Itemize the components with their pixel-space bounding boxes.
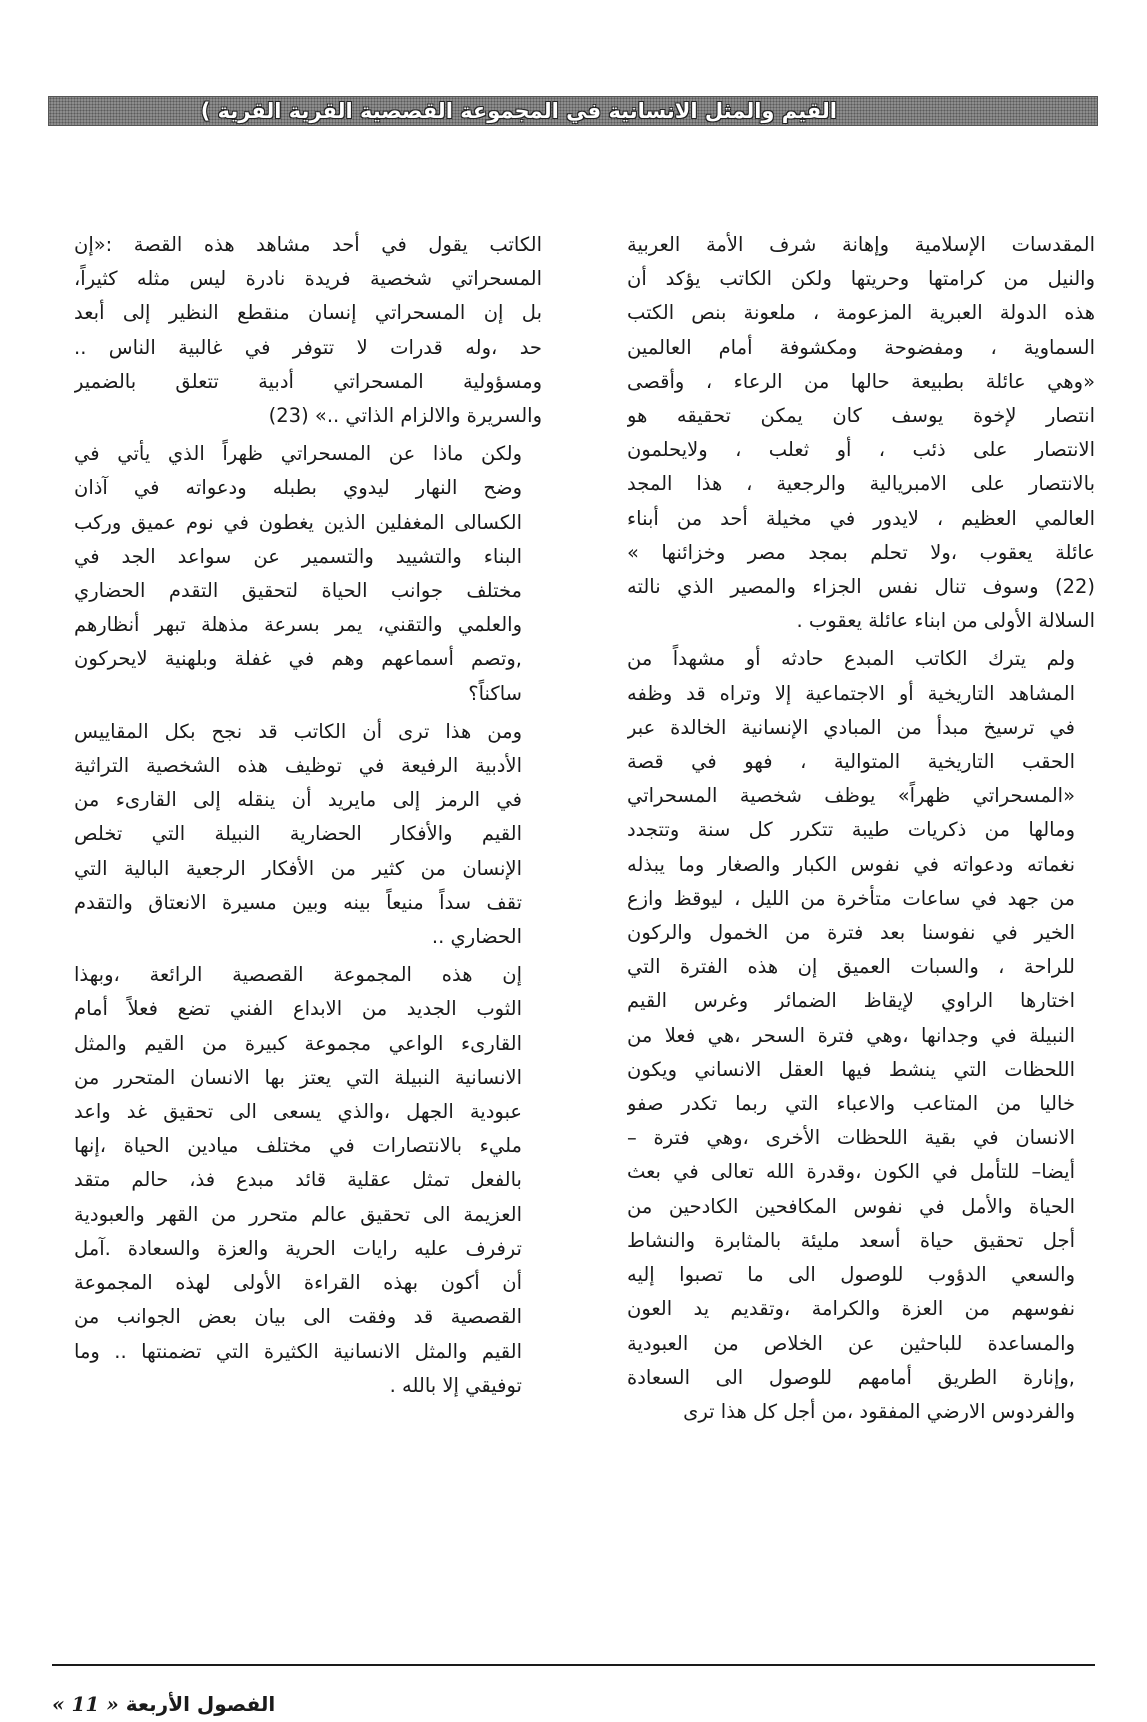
text-line: مليء بالانتصارات في مختلف ميادين الحياة ،إنها — [74, 1134, 522, 1158]
magazine-name: الفصول الأربعة — [125, 1692, 276, 1716]
text-line: اختارها الراوي لإيقاظ الضمائر وغرس القيم — [627, 989, 1075, 1013]
text-column-right — [627, 228, 1095, 1429]
text-line: الأدبية الرفيعة في توظيف هذه الشخصية التراثية — [74, 754, 522, 778]
text-line: «المسحراتي ظهراً» يوظف شخصية المسحراتي — [627, 784, 1075, 808]
text-line: والمساعدة للباحثين عن الخلاص من العبودية — [627, 1331, 1075, 1355]
text-line: العالمي العظيم ، لايدور في مخيلة أحد من أبناء — [627, 506, 1095, 530]
text-line: إن هذه المجموعة القصصية الرائعة ،وبهذا — [74, 963, 522, 987]
text-line: ترفرف عليه رايات الحرية والعزة والسعادة .آمل — [74, 1236, 522, 1260]
text-line: الكاتب يقول في أحد مشاهد هذه القصة :«إن — [74, 233, 542, 256]
text-line: والسريرة والالزام الذاتي ..» (23) — [268, 404, 542, 428]
paragraph — [74, 958, 542, 1403]
text-line: ,وإنارة الطريق أمامهم للوصول الى السعادة — [627, 1365, 1075, 1389]
running-header-bar — [48, 96, 1098, 126]
text-line: والنيل من كرامتها وحريتها ولكن الكاتب يؤكد أن — [627, 267, 1095, 291]
text-line: مختلف جوانب الحياة لتحقيق التقدم الحضاري — [74, 579, 522, 603]
text-line: الحضاري .. — [431, 925, 522, 949]
paragraph — [627, 642, 1095, 1429]
paragraph — [74, 228, 542, 433]
paragraph — [74, 437, 542, 711]
text-line: هذه الدولة العبرية المزعومة ، ملعونة بنص الكتب — [627, 301, 1095, 325]
text-line: أجل تحقيق حياة أسعد مليئة بالمثابرة والنشاط — [627, 1228, 1075, 1252]
text-line: الانسان في بقية اللحظات الأخرى ،وهي فترة – — [627, 1126, 1075, 1150]
text-line: الكسالى المغفلين الذين يغطون في نوم عميق وركب — [74, 510, 522, 534]
text-line: (22) وسوف تنال نفس الجزاء والمصير الذي نالته — [627, 575, 1095, 599]
text-line: ولم يترك الكاتب المبدع حادثه أو مشهداً من — [627, 647, 1075, 671]
text-line: البناء والتشييد والتسمير عن سواعد الجد في — [74, 544, 522, 568]
page-number: « 11 » — [52, 1692, 119, 1716]
text-column-left — [74, 228, 542, 1403]
text-line: والسعي الدؤوب للوصول الى ما تصبوا إليه — [627, 1263, 1075, 1287]
paragraph — [74, 715, 542, 954]
text-line: ساكناً؟ — [468, 681, 522, 705]
text-line: العزيمة الى تحقيق عالم متحرر من القهر والعبودية — [74, 1202, 522, 1226]
text-line: عبودية الجهل ،والذي يسعى الى تحقيق غد واعد — [74, 1100, 522, 1124]
text-line: انتصار لإخوة يوسف كان يمكن تحقيقه هو — [627, 404, 1095, 428]
text-line: الثوب الجديد من الابداع الفني تضع فعلاً أمام — [74, 997, 522, 1021]
text-line: ومالها من ذكريات طيبة تتكرر كل سنة وتتجدد — [627, 818, 1075, 842]
text-line: المشاهد التاريخية أو الاجتماعية إلا وتراه قد وظفه — [627, 681, 1075, 705]
footer-rule — [52, 1664, 1095, 1666]
text-line: وضح النهار ليدوي بطبله ودعواته في آذان — [74, 476, 522, 500]
text-line: عائلة يعقوب ،ولا تحلم بمجد مصر وخزائنها » — [627, 540, 1095, 564]
text-line: ومن هذا ترى أن الكاتب قد نجح بكل المقاييس — [74, 719, 522, 743]
text-line: القيم والأفكار الحضارية النبيلة التي تخلص — [74, 822, 522, 846]
text-line: القيم والمثل الانسانية الكثيرة التي تضمنتها .. وما — [74, 1339, 522, 1363]
text-line: السماوية ، ومفضوحة ومكشوفة أمام العالمين — [627, 335, 1095, 359]
text-line: بالفعل تمثل عقلية قائد مبدع فذ، حالم متقد — [74, 1168, 522, 1192]
text-line: ,وتصم أسماعهم وهم في غفلة وبلهنية لايحركون — [74, 647, 522, 671]
text-line: للراحة ، والسبات العميق إن هذه الفترة التي — [627, 955, 1075, 979]
text-line: «وهي عائلة بطبيعة حالها من الرعاء ، وأقصى — [627, 369, 1095, 393]
text-line: الخير في نفوسنا بعد فترة من الخمول والركون — [627, 921, 1075, 945]
running-header-title: القيم والمثل الانسانية في المجموعة القصصية القرية القرية ) — [200, 99, 837, 123]
text-line: الانتصار على ذئب ، أو ثعلب ، ولايحلمون — [627, 438, 1095, 462]
text-line: الإنسان من كثير من الأفكار الرجعية البالية التي — [74, 856, 522, 880]
text-line: أيضا– للتأمل في الكون ،وقدرة الله تعالى في بعث — [627, 1160, 1075, 1184]
text-line: توفيقي إلا بالله . — [389, 1373, 522, 1397]
text-line: نغماته ودعواته في نفوس الكبار والصغار وما يبذله — [627, 852, 1075, 876]
text-line: القصصية قد وفقت الى بيان بعض الجوانب من — [74, 1305, 522, 1329]
text-line: الحياة والأمل في نفوس المكافحين الكادحين من — [627, 1194, 1075, 1218]
text-line: النبيلة في وجدانها ،وهي فترة السحر ،هي فعلا من — [627, 1023, 1075, 1047]
text-line: السلالة الأولى من ابناء عائلة يعقوب . — [796, 609, 1095, 633]
text-line: والفردوس الارضي المفقود ،من أجل كل هذا ترى — [683, 1399, 1075, 1423]
text-line: من جهد في ساعات متأخرة من الليل ، ليوقظ وازع — [627, 886, 1075, 910]
text-line: المسحراتي شخصية فريدة نادرة ليس مثله كثيراً، — [74, 267, 542, 291]
text-line: أن أكون بهذه القراءة الأولى لهذه المجموعة — [74, 1271, 522, 1295]
text-line: القارىء الواعي مجموعة كبيرة من القيم والمثل — [74, 1031, 522, 1055]
text-line: والعلمي والتقني، يمر بسرعة مذهلة تبهر أنظارهم — [74, 613, 522, 637]
text-line: حد ،وله قدرات لا تتوفر في غالبية الناس .. — [74, 335, 542, 359]
text-line: في ترسيخ مبدأ من المبادي الإنسانية الخالدة عبر — [627, 715, 1075, 739]
paragraph — [627, 228, 1095, 638]
text-line: في الرمز إلى مايريد أن ينقله إلى القارىء من — [74, 788, 522, 812]
text-line: تقف سداً منيعاً بينه وبين مسيرة الانعتاق والتقدم — [74, 890, 522, 914]
text-line: بالانتصار على الامبريالية والرجعية ، هذا المجد — [627, 472, 1095, 496]
text-line: الحقب التاريخية المتوالية ، فهو في قصة — [627, 750, 1075, 774]
text-line: الانسانية النبيلة التي يعتز بها الانسان المتحرر من — [74, 1065, 522, 1089]
text-line: خاليا من المتاعب والاعباء التي ربما تكدر صفو — [627, 1092, 1075, 1116]
text-line: بل إن المسحراتي إنسان منقطع النظير إلى أبعد — [74, 301, 542, 325]
text-line: اللحظات التي ينشط فيها العقل الانساني ويكون — [627, 1057, 1075, 1081]
page-footer — [52, 1692, 275, 1716]
text-line: نفوسهم من العزة والكرامة ،وتقديم يد العون — [627, 1297, 1075, 1321]
text-line: ومسؤولية المسحراتي أدبية تتعلق بالضمير — [74, 369, 542, 393]
text-line: ولكن ماذا عن المسحراتي ظهراً الذي يأتي في — [74, 442, 522, 466]
text-line: المقدسات الإسلامية وإهانة شرف الأمة العربية — [627, 233, 1095, 256]
